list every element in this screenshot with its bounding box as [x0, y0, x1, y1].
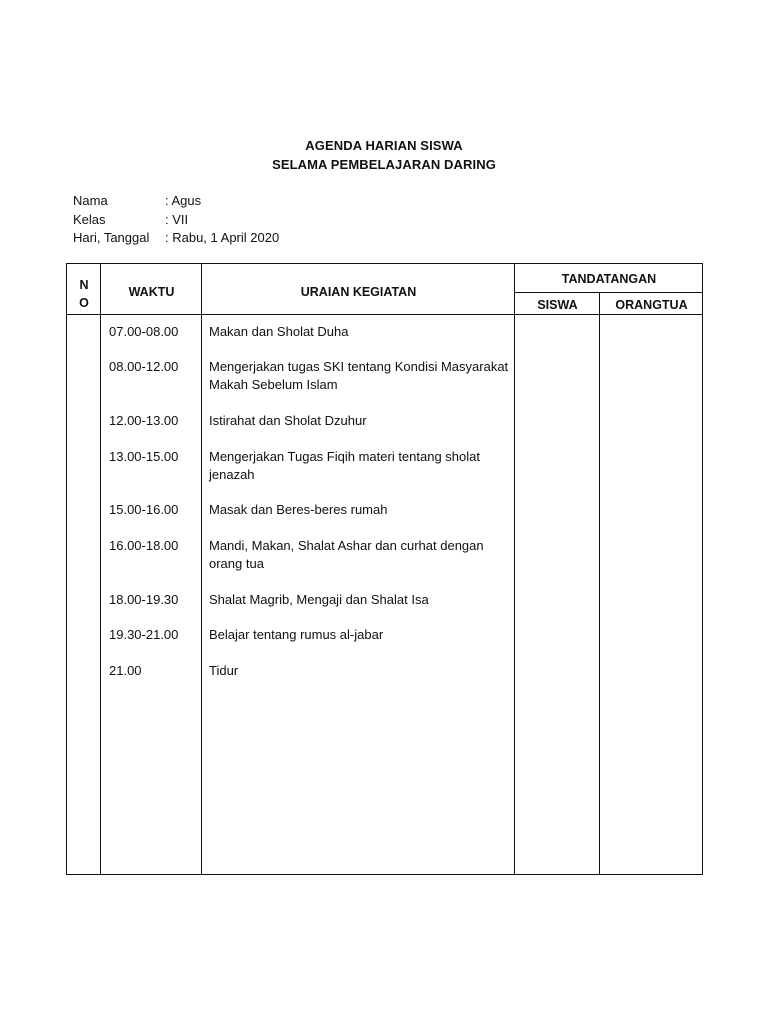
activity-cell: Tidur — [209, 663, 239, 678]
kelas-label: Kelas — [73, 211, 106, 227]
info-row-nama — [73, 192, 279, 211]
header-siswa: SISWA — [537, 298, 578, 312]
nama-label: Nama — [73, 193, 108, 208]
activity-cell: Istirahat dan Sholat Dzuhur — [209, 413, 367, 428]
header-bottom-border — [67, 314, 703, 315]
header-no-line1: N — [79, 278, 89, 292]
agenda-table — [66, 263, 703, 875]
time-cell: 13.00-15.00 — [109, 449, 179, 464]
activity-cell: Mengerjakan tugas SKI tentang Kondisi Masyarakat Makah Sebelum Islam — [209, 359, 509, 392]
column-divider — [201, 264, 202, 874]
kelas-value: : VII — [165, 211, 189, 227]
hari-tanggal-label: Hari, Tanggal — [73, 230, 150, 245]
time-cell: 19.30-21.00 — [109, 627, 179, 642]
activity-cell: Makan dan Sholat Duha — [209, 324, 349, 339]
header-no-line2: O — [79, 296, 89, 310]
activity-cell: Belajar tentang rumus al-jabar — [209, 627, 384, 642]
activity-cell: Shalat Magrib, Mengaji dan Shalat Isa — [209, 592, 429, 607]
header-no — [67, 276, 101, 312]
column-divider — [100, 264, 101, 874]
time-cell: 16.00-18.00 — [109, 538, 179, 553]
time-cell: 12.00-13.00 — [109, 413, 179, 428]
header-waktu: WAKTU — [128, 285, 175, 299]
time-cell: 18.00-19.30 — [109, 592, 179, 607]
activity-cell: Masak dan Beres-beres rumah — [209, 502, 388, 517]
column-divider — [599, 292, 600, 874]
time-cell: 07.00-08.00 — [109, 324, 179, 339]
time-cell: 08.00-12.00 — [109, 359, 179, 374]
document-subtitle: SELAMA PEMBELAJARAN DARING — [272, 157, 496, 172]
activity-cell: Mandi, Makan, Shalat Ashar dan curhat dengan orang tua — [209, 538, 484, 571]
info-row-hari — [73, 229, 279, 248]
time-cell: 21.00 — [109, 663, 142, 678]
header-tandatangan: TANDATANGAN — [561, 272, 657, 286]
nama-value: : Agus — [165, 193, 202, 208]
header-orangtua: ORANGTUA — [615, 298, 688, 312]
document-title: AGENDA HARIAN SISWA — [305, 138, 463, 153]
activity-cell: Mengerjakan Tugas Fiqih materi tentang sholat jenazah — [209, 449, 480, 482]
header-uraian-kegiatan: URAIAN KEGIATAN — [300, 285, 417, 299]
info-row-kelas — [73, 211, 279, 230]
header-divider — [514, 292, 703, 293]
student-info — [73, 192, 279, 248]
time-cell: 15.00-16.00 — [109, 502, 179, 517]
hari-tanggal-value: : Rabu, 1 April 2020 — [165, 230, 280, 245]
column-divider — [514, 264, 515, 874]
